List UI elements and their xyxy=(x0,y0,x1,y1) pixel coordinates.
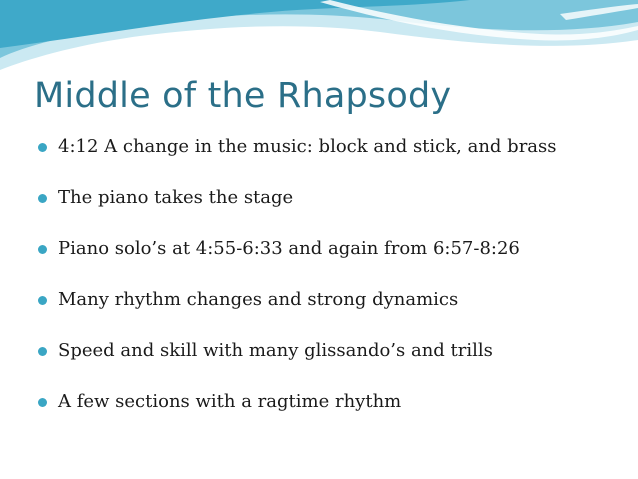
bullet-text: Many rhythm changes and strong dynamics xyxy=(58,289,459,310)
bullet-text: Piano solo’s at 4:55-6:33 and again from 6:57-8:26 xyxy=(58,238,520,259)
bullet-dot-icon xyxy=(38,347,47,356)
slide-title: Middle of the Rhapsody xyxy=(34,76,452,116)
bullet-text: 4:12 A change in the music: block and stick, and brass xyxy=(58,136,557,157)
bullet-dot-icon xyxy=(38,398,47,407)
bullet-dot-icon xyxy=(38,143,47,152)
bullet-text: Speed and skill with many glissando’s and trills xyxy=(58,340,493,361)
bullet-text: A few sections with a ragtime rhythm xyxy=(58,391,402,412)
bullet-text: The piano takes the stage xyxy=(58,187,294,208)
bullet-item xyxy=(38,185,557,236)
bullet-item xyxy=(38,236,557,287)
bullet-dot-icon xyxy=(38,194,47,203)
bullet-item xyxy=(38,287,557,338)
bullet-list xyxy=(38,134,557,440)
bullet-item xyxy=(38,389,557,440)
header-wave-decoration xyxy=(0,0,638,80)
bullet-item xyxy=(38,338,557,389)
bullet-item xyxy=(38,134,557,185)
bullet-dot-icon xyxy=(38,296,47,305)
bullet-dot-icon xyxy=(38,245,47,254)
